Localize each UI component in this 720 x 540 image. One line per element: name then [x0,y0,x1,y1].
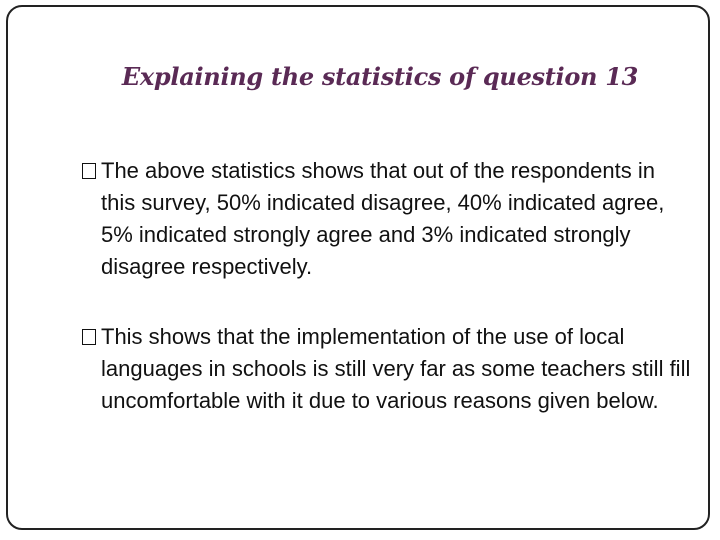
bullet-item [82,321,692,417]
bullet-text: The above statistics shows that out of the respondents in this survey, 50% indicated disagree, 40% indicated agree, 5% indicated strongly agree and 3% indicated strongly disagree respectively. [101,158,665,279]
slide-title: Explaining the statistics of question 13 [121,62,639,91]
bullet-text: This shows that the implementation of the use of local languages in schools is still very far as some teachers still fill uncomfortable with it due to various reasons given below. [101,324,691,413]
square-bullet-icon [82,329,96,345]
square-bullet-icon [82,163,96,179]
bullet-item [82,155,692,283]
bullet-list [82,155,692,417]
